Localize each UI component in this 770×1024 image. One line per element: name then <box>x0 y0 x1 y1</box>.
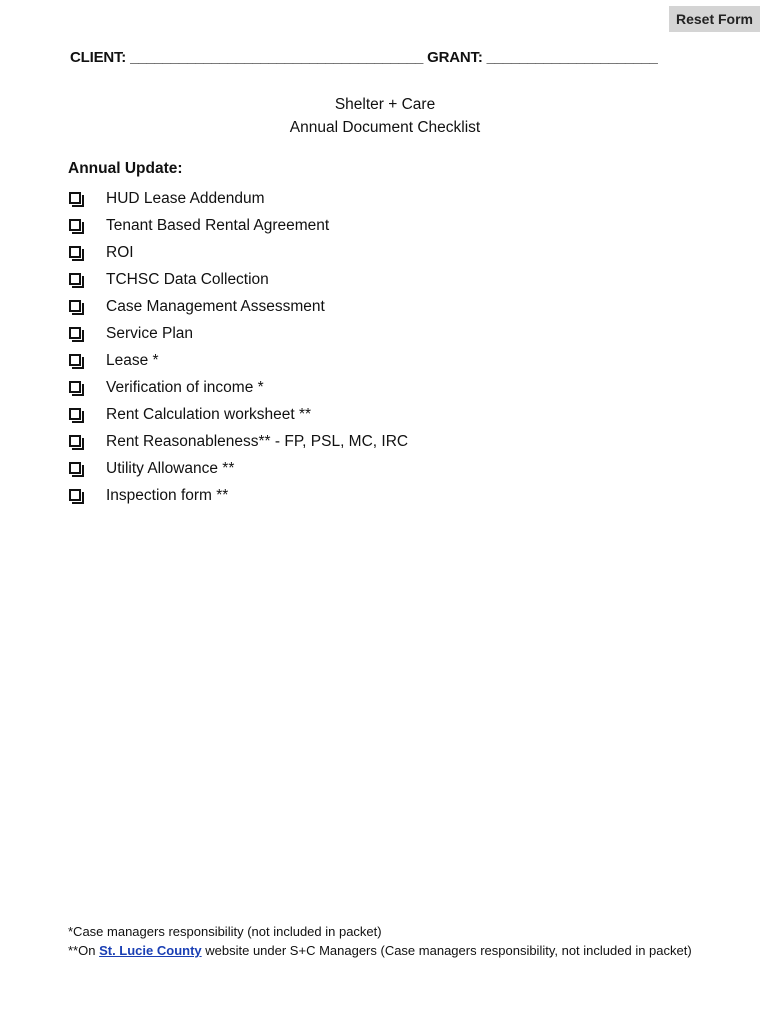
checklist-item-label: TCHSC Data Collection <box>106 270 269 288</box>
grant-label: GRANT: <box>427 49 483 66</box>
checklist-item-label: Verification of income * <box>106 378 264 396</box>
checklist-item <box>68 185 408 212</box>
checklist-item <box>68 239 408 266</box>
checkbox-icon[interactable] <box>69 327 81 339</box>
checklist-item-label: HUD Lease Addendum <box>106 189 265 207</box>
st-lucie-county-link[interactable]: St. Lucie County <box>99 943 202 958</box>
checklist-item <box>68 455 408 482</box>
document-checklist <box>68 185 408 509</box>
footnote-prefix: **On <box>68 943 100 958</box>
checklist-item-label: Case Management Assessment <box>106 297 325 315</box>
checklist-item <box>68 428 408 455</box>
checkbox-icon[interactable] <box>69 219 81 231</box>
checkbox-icon[interactable] <box>69 381 81 393</box>
section-heading: Annual Update: <box>68 160 183 177</box>
client-label: CLIENT: <box>70 49 127 66</box>
footnote-case-managers: *Case managers responsibility (not included in packet) <box>68 924 382 939</box>
checklist-item-label: Rent Calculation worksheet ** <box>106 405 312 423</box>
reset-form-button[interactable]: Reset Form <box>669 6 760 32</box>
checklist-item <box>68 293 408 320</box>
checklist-item-label: Lease * <box>106 351 159 369</box>
checklist-item-label: Rent Reasonableness** - FP, PSL, MC, IRC <box>106 432 409 450</box>
checklist-item <box>68 212 408 239</box>
checklist-item <box>68 374 408 401</box>
checklist-item <box>68 482 408 509</box>
checkbox-icon[interactable] <box>69 435 81 447</box>
checkbox-icon[interactable] <box>69 246 81 258</box>
checkbox-icon[interactable] <box>69 192 81 204</box>
checkbox-icon[interactable] <box>69 273 81 285</box>
document-title: Shelter + Care <box>334 96 436 113</box>
checklist-item-label: Utility Allowance ** <box>106 459 235 477</box>
checklist-item <box>68 266 408 293</box>
document-subtitle: Annual Document Checklist <box>289 119 481 136</box>
checklist-item <box>68 347 408 374</box>
checklist-item <box>68 320 408 347</box>
checklist-item-label: Inspection form ** <box>106 486 229 504</box>
client-grant-line <box>70 49 658 66</box>
checklist-item-label: Tenant Based Rental Agreement <box>106 216 330 234</box>
footnotes <box>68 922 708 960</box>
checkbox-icon[interactable] <box>69 462 81 474</box>
checklist-item-label: Service Plan <box>106 324 194 342</box>
grant-field[interactable]: _____________________ <box>486 49 658 66</box>
checkbox-icon[interactable] <box>69 408 81 420</box>
footnote-suffix: website under S+C Managers (Case managers responsibility, not included in packet) <box>201 943 692 958</box>
checkbox-icon[interactable] <box>69 354 81 366</box>
checklist-item-label: ROI <box>106 243 134 261</box>
footnote-website <box>68 941 708 960</box>
client-field[interactable]: ____________________________________ <box>130 49 424 66</box>
checkbox-icon[interactable] <box>69 300 81 312</box>
checkbox-icon[interactable] <box>69 489 81 501</box>
checklist-item <box>68 401 408 428</box>
